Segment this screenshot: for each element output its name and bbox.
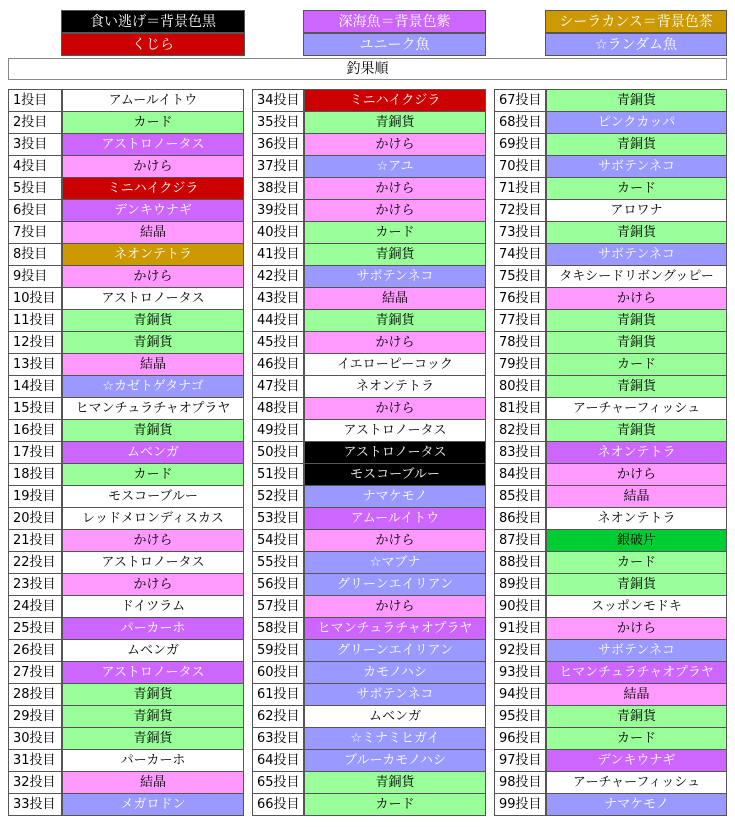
catch-name[interactable]: 青銅貨 xyxy=(62,705,244,728)
catch-name[interactable]: タキシードリボングッピー xyxy=(546,265,727,288)
cast-number[interactable]: 93投目 xyxy=(494,661,546,684)
cast-number[interactable]: 25投目 xyxy=(8,617,62,640)
cast-number[interactable]: 74投目 xyxy=(494,243,546,266)
cast-number[interactable]: 12投目 xyxy=(8,331,62,354)
cast-number[interactable]: 61投目 xyxy=(252,683,304,706)
catch-name[interactable]: デンキウナギ xyxy=(546,749,727,772)
cast-number[interactable]: 87投目 xyxy=(494,529,546,552)
catch-name[interactable]: ピンクカッパ xyxy=(546,111,727,134)
catch-name[interactable]: アーチャーフィッシュ xyxy=(546,771,727,794)
cast-number[interactable]: 96投目 xyxy=(494,727,546,750)
catch-name[interactable]: サボテンネコ xyxy=(546,639,727,662)
catch-name[interactable]: アストロノータス xyxy=(62,661,244,684)
catch-name[interactable]: アストロノータス xyxy=(62,133,244,156)
cast-number[interactable]: 42投目 xyxy=(252,265,304,288)
catch-name[interactable]: 青銅貨 xyxy=(62,727,244,750)
cast-number[interactable]: 51投目 xyxy=(252,463,304,486)
catch-name[interactable]: 青銅貨 xyxy=(62,331,244,354)
catch-name[interactable]: グリーンエイリアン xyxy=(304,573,486,596)
catch-name[interactable]: 青銅貨 xyxy=(62,419,244,442)
cast-number[interactable]: 17投目 xyxy=(8,441,62,464)
cast-number[interactable]: 3投目 xyxy=(8,133,62,156)
catch-name[interactable]: カード xyxy=(62,111,244,134)
cast-number[interactable]: 52投目 xyxy=(252,485,304,508)
cast-number[interactable]: 85投目 xyxy=(494,485,546,508)
cast-number[interactable]: 88投目 xyxy=(494,551,546,574)
catch-name[interactable]: カード xyxy=(304,793,486,816)
catch-name[interactable]: かけら xyxy=(304,199,486,222)
catch-name[interactable]: 青銅貨 xyxy=(304,309,486,332)
catch-name[interactable]: かけら xyxy=(304,529,486,552)
cast-number[interactable]: 27投目 xyxy=(8,661,62,684)
cast-number[interactable]: 1投目 xyxy=(8,89,62,112)
catch-name[interactable]: ムベンガ xyxy=(62,639,244,662)
catch-name[interactable]: 青銅貨 xyxy=(546,133,727,156)
catch-name[interactable]: かけら xyxy=(304,595,486,618)
legend-blue[interactable]: ユニーク魚 xyxy=(303,33,486,56)
cast-number[interactable]: 62投目 xyxy=(252,705,304,728)
catch-name[interactable]: 青銅貨 xyxy=(546,331,727,354)
catch-name[interactable]: ネオンテトラ xyxy=(546,507,727,530)
cast-number[interactable]: 79投目 xyxy=(494,353,546,376)
cast-number[interactable]: 11投目 xyxy=(8,309,62,332)
cast-number[interactable]: 68投目 xyxy=(494,111,546,134)
catch-name[interactable]: 青銅貨 xyxy=(304,771,486,794)
cast-number[interactable]: 59投目 xyxy=(252,639,304,662)
catch-name[interactable]: ☆アユ xyxy=(304,155,486,178)
cast-number[interactable]: 66投目 xyxy=(252,793,304,816)
cast-number[interactable]: 50投目 xyxy=(252,441,304,464)
catch-name[interactable]: 青銅貨 xyxy=(304,243,486,266)
catch-name[interactable]: 結晶 xyxy=(546,683,727,706)
cast-number[interactable]: 2投目 xyxy=(8,111,62,134)
catch-name[interactable]: カモノハシ xyxy=(304,661,486,684)
cast-number[interactable]: 8投目 xyxy=(8,243,62,266)
cast-number[interactable]: 44投目 xyxy=(252,309,304,332)
catch-name[interactable]: 結晶 xyxy=(546,485,727,508)
cast-number[interactable]: 67投目 xyxy=(494,89,546,112)
catch-name[interactable]: 青銅貨 xyxy=(546,573,727,596)
cast-number[interactable]: 72投目 xyxy=(494,199,546,222)
cast-number[interactable]: 76投目 xyxy=(494,287,546,310)
catch-name[interactable]: アロワナ xyxy=(546,199,727,222)
cast-number[interactable]: 37投目 xyxy=(252,155,304,178)
catch-name[interactable]: メガロドン xyxy=(62,793,244,816)
catch-name[interactable]: ヒマンチュラチャオプラヤ xyxy=(304,617,486,640)
catch-name[interactable]: かけら xyxy=(546,287,727,310)
catch-name[interactable]: ☆マブナ xyxy=(304,551,486,574)
cast-number[interactable]: 77投目 xyxy=(494,309,546,332)
cast-number[interactable]: 26投目 xyxy=(8,639,62,662)
cast-number[interactable]: 40投目 xyxy=(252,221,304,244)
cast-number[interactable]: 9投目 xyxy=(8,265,62,288)
cast-number[interactable]: 34投目 xyxy=(252,89,304,112)
cast-number[interactable]: 16投目 xyxy=(8,419,62,442)
catch-name[interactable]: グリーンエイリアン xyxy=(304,639,486,662)
catch-name[interactable]: かけら xyxy=(304,397,486,420)
legend-purple[interactable]: 深海魚＝背景色紫 xyxy=(303,10,486,33)
catch-name[interactable]: 青銅貨 xyxy=(546,705,727,728)
cast-number[interactable]: 10投目 xyxy=(8,287,62,310)
cast-number[interactable]: 82投目 xyxy=(494,419,546,442)
cast-number[interactable]: 71投目 xyxy=(494,177,546,200)
cast-number[interactable]: 49投目 xyxy=(252,419,304,442)
cast-number[interactable]: 55投目 xyxy=(252,551,304,574)
catch-name[interactable]: かけら xyxy=(304,331,486,354)
cast-number[interactable]: 20投目 xyxy=(8,507,62,530)
cast-number[interactable]: 33投目 xyxy=(8,793,62,816)
cast-number[interactable]: 80投目 xyxy=(494,375,546,398)
catch-name[interactable]: ヒマンチュラチャオプラヤ xyxy=(62,397,244,420)
cast-number[interactable]: 84投目 xyxy=(494,463,546,486)
catch-name[interactable]: 青銅貨 xyxy=(546,221,727,244)
cast-number[interactable]: 60投目 xyxy=(252,661,304,684)
cast-number[interactable]: 86投目 xyxy=(494,507,546,530)
cast-number[interactable]: 48投目 xyxy=(252,397,304,420)
cast-number[interactable]: 30投目 xyxy=(8,727,62,750)
catch-name[interactable]: アストロノータス xyxy=(304,419,486,442)
catch-name[interactable]: サボテンネコ xyxy=(304,265,486,288)
cast-number[interactable]: 29投目 xyxy=(8,705,62,728)
cast-number[interactable]: 46投目 xyxy=(252,353,304,376)
cast-number[interactable]: 63投目 xyxy=(252,727,304,750)
cast-number[interactable]: 31投目 xyxy=(8,749,62,772)
catch-name[interactable]: 結晶 xyxy=(62,221,244,244)
catch-name[interactable]: カード xyxy=(62,463,244,486)
cast-number[interactable]: 5投目 xyxy=(8,177,62,200)
cast-number[interactable]: 43投目 xyxy=(252,287,304,310)
cast-number[interactable]: 58投目 xyxy=(252,617,304,640)
catch-name[interactable]: サボテンネコ xyxy=(304,683,486,706)
catch-name[interactable]: かけら xyxy=(62,155,244,178)
cast-number[interactable]: 21投目 xyxy=(8,529,62,552)
legend-black[interactable]: 食い逃げ＝背景色黒 xyxy=(61,10,245,33)
cast-number[interactable]: 99投目 xyxy=(494,793,546,816)
legend-random[interactable]: ☆ランダム魚 xyxy=(545,33,727,56)
cast-number[interactable]: 75投目 xyxy=(494,265,546,288)
cast-number[interactable]: 28投目 xyxy=(8,683,62,706)
catch-name[interactable]: 青銅貨 xyxy=(62,683,244,706)
cast-number[interactable]: 81投目 xyxy=(494,397,546,420)
catch-name[interactable]: ムベンガ xyxy=(62,441,244,464)
catch-name[interactable]: かけら xyxy=(62,573,244,596)
catch-name[interactable]: パーカーホ xyxy=(62,749,244,772)
catch-name[interactable]: モスコーブルー xyxy=(304,463,486,486)
catch-name[interactable]: 青銅貨 xyxy=(546,419,727,442)
cast-number[interactable]: 64投目 xyxy=(252,749,304,772)
cast-number[interactable]: 23投目 xyxy=(8,573,62,596)
cast-number[interactable]: 91投目 xyxy=(494,617,546,640)
cast-number[interactable]: 70投目 xyxy=(494,155,546,178)
catch-name[interactable]: アストロノータス xyxy=(62,287,244,310)
cast-number[interactable]: 4投目 xyxy=(8,155,62,178)
cast-number[interactable]: 78投目 xyxy=(494,331,546,354)
cast-number[interactable]: 24投目 xyxy=(8,595,62,618)
catch-name[interactable]: かけら xyxy=(304,177,486,200)
catch-name[interactable]: 青銅貨 xyxy=(62,309,244,332)
catch-name[interactable]: 結晶 xyxy=(62,771,244,794)
cast-number[interactable]: 45投目 xyxy=(252,331,304,354)
cast-number[interactable]: 69投目 xyxy=(494,133,546,156)
catch-name[interactable]: 青銅貨 xyxy=(304,111,486,134)
catch-name[interactable]: ☆カゼトゲタナゴ xyxy=(62,375,244,398)
catch-name[interactable]: 銀破片 xyxy=(546,529,727,552)
cast-number[interactable]: 89投目 xyxy=(494,573,546,596)
cast-number[interactable]: 19投目 xyxy=(8,485,62,508)
catch-name[interactable]: ミニハイクジラ xyxy=(304,89,486,112)
cast-number[interactable]: 95投目 xyxy=(494,705,546,728)
catch-name[interactable]: サボテンネコ xyxy=(546,155,727,178)
cast-number[interactable]: 57投目 xyxy=(252,595,304,618)
catch-name[interactable]: かけら xyxy=(304,133,486,156)
catch-name[interactable]: イエローピーコック xyxy=(304,353,486,376)
cast-number[interactable]: 98投目 xyxy=(494,771,546,794)
cast-number[interactable]: 94投目 xyxy=(494,683,546,706)
cast-number[interactable]: 83投目 xyxy=(494,441,546,464)
cast-number[interactable]: 6投目 xyxy=(8,199,62,222)
catch-name[interactable]: 結晶 xyxy=(62,353,244,376)
catch-name[interactable]: ムベンガ xyxy=(304,705,486,728)
catch-name[interactable]: ネオンテトラ xyxy=(304,375,486,398)
cast-number[interactable]: 65投目 xyxy=(252,771,304,794)
catch-name[interactable]: 結晶 xyxy=(304,287,486,310)
catch-name[interactable]: カード xyxy=(546,177,727,200)
cast-number[interactable]: 73投目 xyxy=(494,221,546,244)
catch-name[interactable]: ブルーカモノハシ xyxy=(304,749,486,772)
cast-number[interactable]: 97投目 xyxy=(494,749,546,772)
cast-number[interactable]: 56投目 xyxy=(252,573,304,596)
cast-number[interactable]: 92投目 xyxy=(494,639,546,662)
cast-number[interactable]: 15投目 xyxy=(8,397,62,420)
catch-name[interactable]: 青銅貨 xyxy=(546,89,727,112)
cast-number[interactable]: 47投目 xyxy=(252,375,304,398)
catch-name[interactable]: アーチャーフィッシュ xyxy=(546,397,727,420)
cast-number[interactable]: 35投目 xyxy=(252,111,304,134)
catch-name[interactable]: ミニハイクジラ xyxy=(62,177,244,200)
catch-name[interactable]: パーカーホ xyxy=(62,617,244,640)
legend-brown[interactable]: シーラカンス＝背景色茶 xyxy=(545,10,727,33)
catch-name[interactable]: 青銅貨 xyxy=(546,375,727,398)
catch-name[interactable]: 青銅貨 xyxy=(546,309,727,332)
cast-number[interactable]: 36投目 xyxy=(252,133,304,156)
cast-number[interactable]: 41投目 xyxy=(252,243,304,266)
catch-name[interactable]: サボテンネコ xyxy=(546,243,727,266)
cast-number[interactable]: 38投目 xyxy=(252,177,304,200)
cast-number[interactable]: 53投目 xyxy=(252,507,304,530)
catch-name[interactable]: かけら xyxy=(546,617,727,640)
cast-number[interactable]: 22投目 xyxy=(8,551,62,574)
catch-name[interactable]: スッポンモドキ xyxy=(546,595,727,618)
catch-name[interactable]: アムールイトウ xyxy=(304,507,486,530)
catch-name[interactable]: カード xyxy=(304,221,486,244)
cast-number[interactable]: 39投目 xyxy=(252,199,304,222)
catch-name[interactable]: カード xyxy=(546,727,727,750)
legend-red[interactable]: くじら xyxy=(61,33,245,56)
catch-name[interactable]: カード xyxy=(546,353,727,376)
catch-name[interactable]: かけら xyxy=(62,529,244,552)
catch-name[interactable]: かけら xyxy=(62,265,244,288)
catch-name[interactable]: ヒマンチュラチャオプラヤ xyxy=(546,661,727,684)
catch-name[interactable]: レッドメロンディスカス xyxy=(62,507,244,530)
cast-number[interactable]: 90投目 xyxy=(494,595,546,618)
table-title[interactable]: 釣果順 xyxy=(8,58,727,80)
cast-number[interactable]: 18投目 xyxy=(8,463,62,486)
catch-name[interactable]: アストロノータス xyxy=(62,551,244,574)
catch-name[interactable]: アムールイトウ xyxy=(62,89,244,112)
cast-number[interactable]: 32投目 xyxy=(8,771,62,794)
catch-name[interactable]: ナマケモノ xyxy=(304,485,486,508)
catch-name[interactable]: カード xyxy=(546,551,727,574)
cast-number[interactable]: 13投目 xyxy=(8,353,62,376)
catch-name[interactable]: モスコーブルー xyxy=(62,485,244,508)
catch-name[interactable]: ネオンテトラ xyxy=(546,441,727,464)
catch-name[interactable]: かけら xyxy=(546,463,727,486)
catch-name[interactable]: アストロノータス xyxy=(304,441,486,464)
catch-name[interactable]: ナマケモノ xyxy=(546,793,727,816)
catch-name[interactable]: ネオンテトラ xyxy=(62,243,244,266)
cast-number[interactable]: 7投目 xyxy=(8,221,62,244)
catch-name[interactable]: ☆ミナミヒガイ xyxy=(304,727,486,750)
catch-name[interactable]: デンキウナギ xyxy=(62,199,244,222)
catch-name[interactable]: ドイツラム xyxy=(62,595,244,618)
cast-number[interactable]: 54投目 xyxy=(252,529,304,552)
cast-number[interactable]: 14投目 xyxy=(8,375,62,398)
